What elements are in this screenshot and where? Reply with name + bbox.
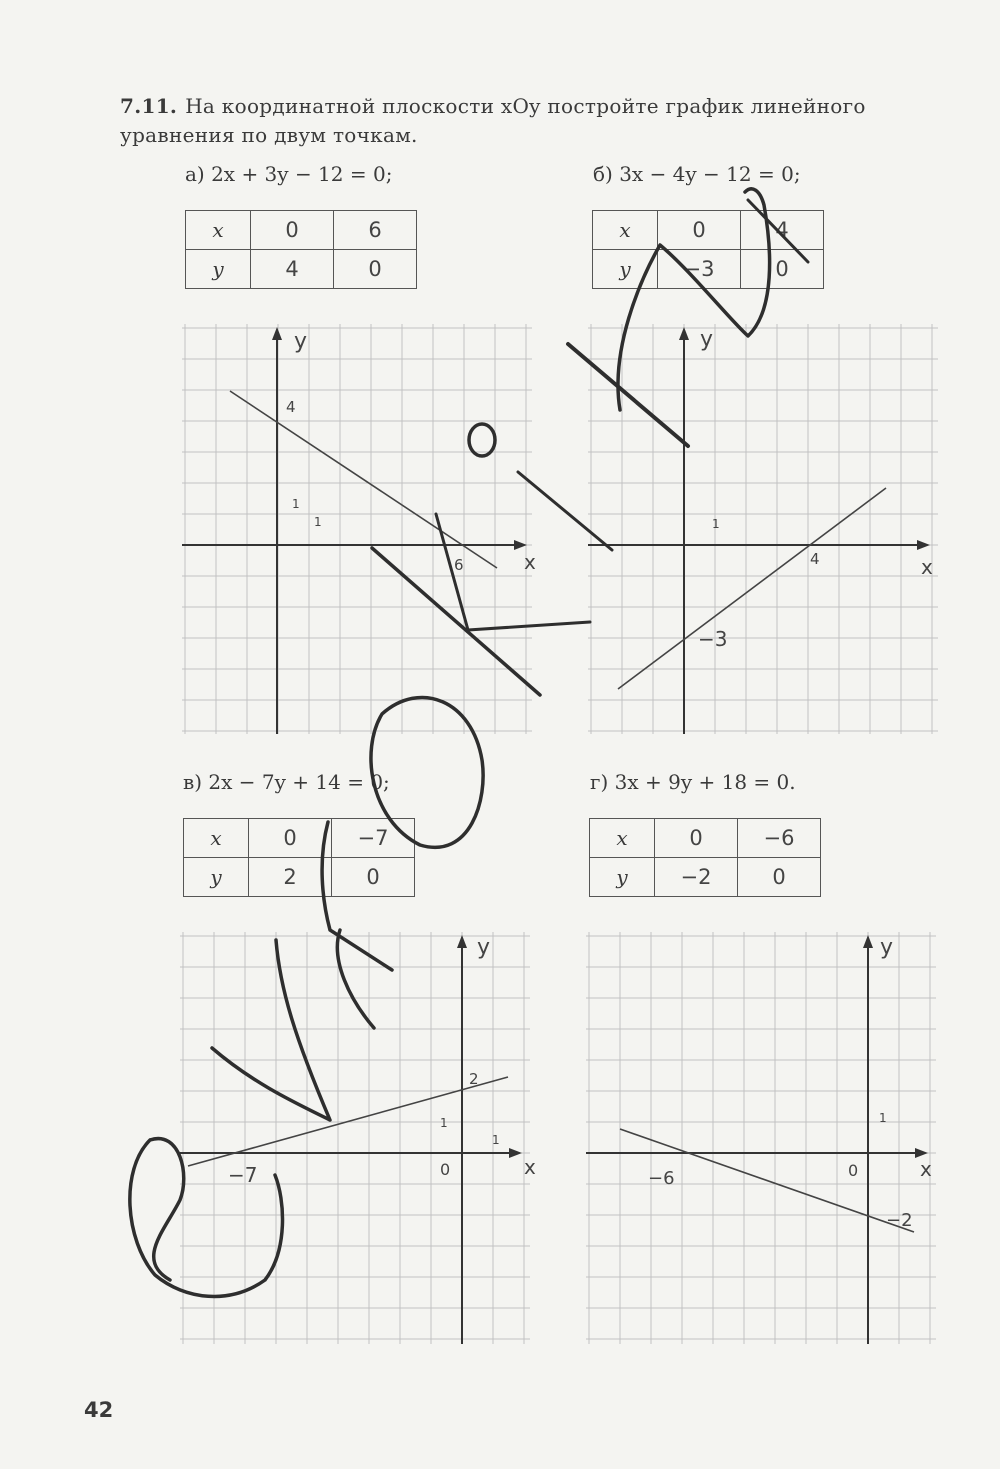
y-intercept-label: 2 — [469, 1070, 479, 1088]
unit-x-label: 1 — [492, 1133, 500, 1147]
table-cell: 6 — [334, 211, 417, 250]
x-axis-arrow — [514, 540, 527, 550]
x-axis-arrow — [509, 1148, 522, 1158]
grid-lines — [180, 932, 530, 1344]
x-axis-label: x — [921, 555, 933, 579]
table-header-x: x — [593, 211, 658, 250]
table-cell: 4 — [251, 250, 334, 289]
table-cell: 2 — [249, 858, 332, 897]
part-a-equation: а) 2x + 3y − 12 = 0; — [185, 162, 393, 186]
table-header-y: y — [184, 858, 249, 897]
table-cell: 0 — [738, 858, 821, 897]
x-intercept-label: −6 — [648, 1168, 675, 1189]
table-header-x: x — [184, 819, 249, 858]
table-header-y: y — [593, 250, 658, 289]
table-header-y: y — [590, 858, 655, 897]
unit-x-label: 1 — [314, 515, 322, 529]
problem-number: 7.11. — [120, 94, 178, 118]
y-axis-arrow — [863, 935, 873, 948]
unit-y-label: 1 — [440, 1116, 448, 1130]
graph-g — [586, 932, 936, 1344]
table-header-y: y — [186, 250, 251, 289]
graph-b — [588, 324, 938, 734]
part-g-equation: г) 3x + 9y + 18 = 0. — [590, 770, 796, 794]
table-cell: 0 — [658, 211, 741, 250]
y-axis-label: y — [880, 935, 894, 960]
grid-lines — [182, 324, 532, 734]
table-cell: 4 — [741, 211, 824, 250]
table-cell: 0 — [251, 211, 334, 250]
value-table-v — [183, 818, 415, 897]
y-axis-label: y — [700, 327, 714, 352]
y-axis-arrow — [679, 327, 689, 340]
value-table-a — [185, 210, 417, 289]
table-cell: 0 — [655, 819, 738, 858]
y-axis-label: y — [294, 329, 308, 354]
table-cell: −3 — [658, 250, 741, 289]
x-axis-label: x — [920, 1157, 932, 1181]
graph-a — [182, 324, 536, 734]
y-intercept-label: 4 — [286, 398, 296, 416]
unit-y-label: 1 — [292, 497, 300, 511]
page-number: 42 — [84, 1398, 114, 1422]
graph-line — [230, 391, 497, 568]
y-intercept-label: −3 — [698, 627, 728, 651]
y-intercept-label: −2 — [886, 1210, 913, 1231]
x-axis-label: x — [524, 1155, 536, 1179]
y-axis-arrow — [272, 327, 282, 340]
problem-text: На координатной плоскости xOy постройте график линейного уравнения по двум точкам. — [120, 94, 866, 147]
origin-label: 0 — [848, 1161, 859, 1180]
y-axis-arrow — [457, 935, 467, 948]
x-axis-arrow — [917, 540, 930, 550]
table-cell: 0 — [741, 250, 824, 289]
value-table-b — [592, 210, 824, 289]
unit-x-label: 1 — [712, 517, 720, 531]
table-header-x: x — [186, 211, 251, 250]
table-header-x: x — [590, 819, 655, 858]
part-b-equation: б) 3x − 4y − 12 = 0; — [593, 162, 801, 186]
y-axis-label: y — [477, 935, 491, 960]
table-cell: 0 — [334, 250, 417, 289]
part-v-equation: в) 2x − 7y + 14 = 0; — [183, 770, 390, 794]
origin-label: 0 — [440, 1160, 451, 1179]
x-intercept-label: 4 — [810, 550, 820, 568]
grid-lines — [586, 932, 936, 1344]
problem-statement — [120, 92, 940, 150]
table-cell: −7 — [332, 819, 415, 858]
graph-line — [618, 488, 886, 689]
table-cell: 0 — [249, 819, 332, 858]
value-table-g — [589, 818, 821, 897]
x-axis-label: x — [524, 550, 536, 574]
table-cell: 0 — [332, 858, 415, 897]
graph-v — [180, 932, 536, 1344]
x-intercept-label: −7 — [228, 1163, 258, 1187]
table-cell: −6 — [738, 819, 821, 858]
x-intercept-label: 6 — [454, 556, 464, 574]
table-cell: −2 — [655, 858, 738, 897]
unit-y-label: 1 — [879, 1111, 887, 1125]
